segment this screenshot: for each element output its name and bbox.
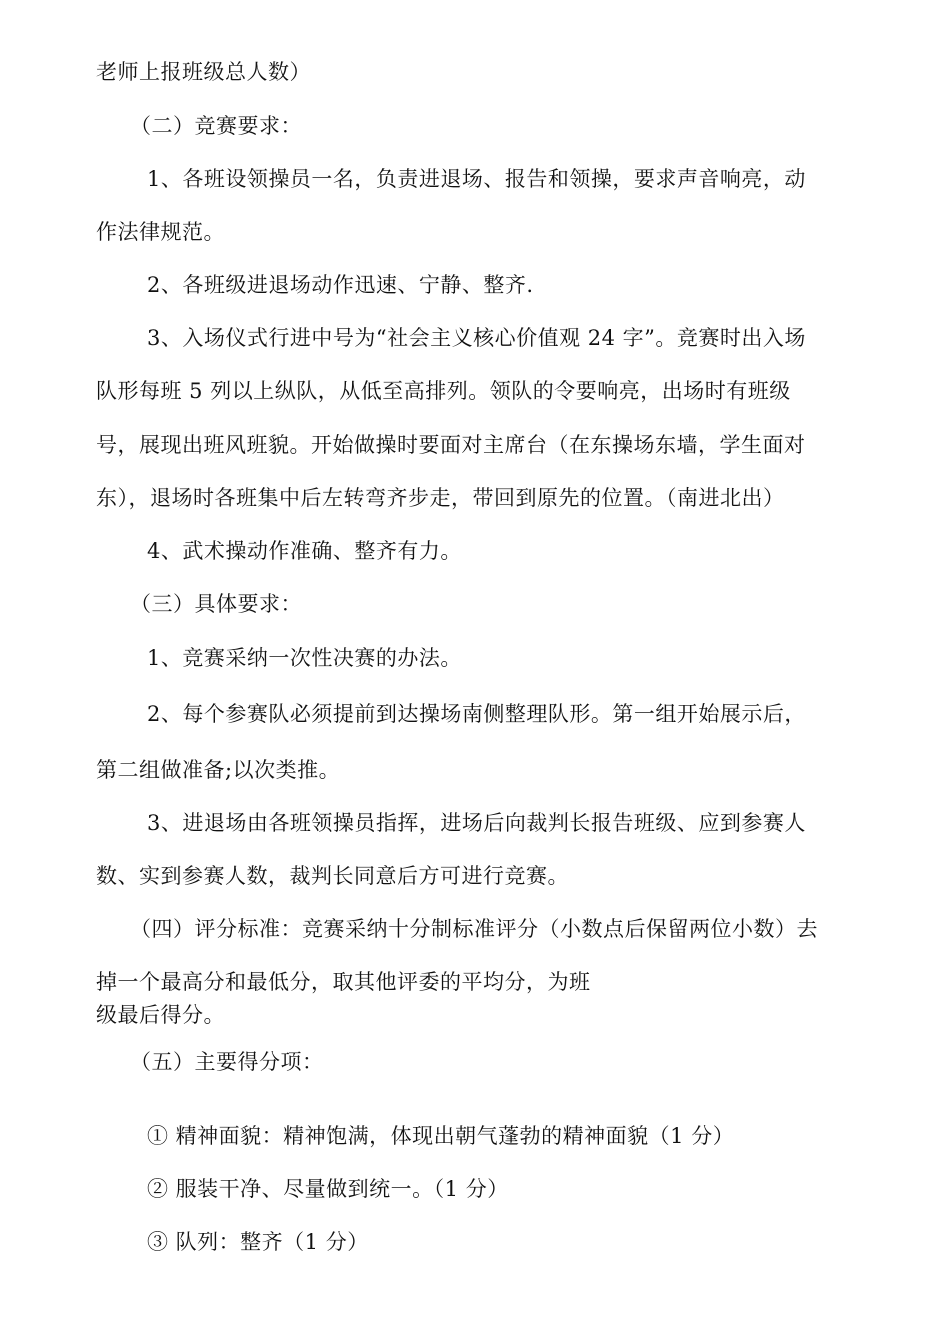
paragraph-line: 作法律规范。: [96, 220, 225, 244]
paragraph-line: 3、进退场由各班领操员指挥，进场后向裁判长报告班级、应到参赛人: [147, 811, 806, 835]
section-heading-specific: （三）具体要求：: [130, 592, 302, 616]
list-item: ① 精神面貌：精神饱满，体现出朝气蓬勃的精神面貌（1 分）: [147, 1124, 735, 1148]
paragraph-line: 第二组做准备;以次类推。: [96, 758, 341, 782]
paragraph-line: 队形每班 5 列以上纵队，从低至高排列。领队的令要响亮，出场时有班级: [96, 379, 791, 403]
section-heading-scoring-items: （五）主要得分项：: [130, 1050, 324, 1074]
paragraph-line: 级最后得分。: [96, 1003, 225, 1027]
paragraph-line: 东），退场时各班集中后左转弯齐步走，带回到原先的位置。（南进北出）: [96, 486, 785, 510]
paragraph-line: 数、实到参赛人数，裁判长同意后方可进行竞赛。: [96, 864, 569, 888]
section-heading-scoring: （四）评分标准：竞赛采纳十分制标准评分（小数点后保留两位小数）去: [130, 917, 818, 941]
text-line: 老师上报班级总人数）: [96, 60, 311, 84]
paragraph-line: 4、武术操动作准确、整齐有力。: [147, 539, 462, 563]
paragraph-line: 2、各班级进退场动作迅速、宁静、整齐.: [147, 273, 534, 297]
paragraph-line: 2、每个参赛队必须提前到达操场南侧整理队形。第一组开始展示后，: [147, 702, 806, 726]
list-item: ② 服装干净、尽量做到统一。（1 分）: [147, 1177, 509, 1201]
paragraph-line: 1、各班设领操员一名，负责进退场、报告和领操，要求声音响亮，动: [147, 167, 806, 191]
list-item: ③ 队列：整齐（1 分）: [147, 1230, 369, 1254]
section-heading-requirements: （二）竞赛要求：: [130, 114, 302, 138]
paragraph-line: 掉一个最高分和最低分，取其他评委的平均分，为班: [96, 970, 591, 994]
paragraph-line: 1、竞赛采纳一次性决赛的办法。: [147, 646, 462, 670]
paragraph-line: 3、入场仪式行进中号为“社会主义核心价值观 24 字”。竞赛时出入场: [147, 326, 806, 350]
paragraph-line: 号，展现出班风班貌。开始做操时要面对主席台（在东操场东墙，学生面对: [96, 433, 806, 457]
